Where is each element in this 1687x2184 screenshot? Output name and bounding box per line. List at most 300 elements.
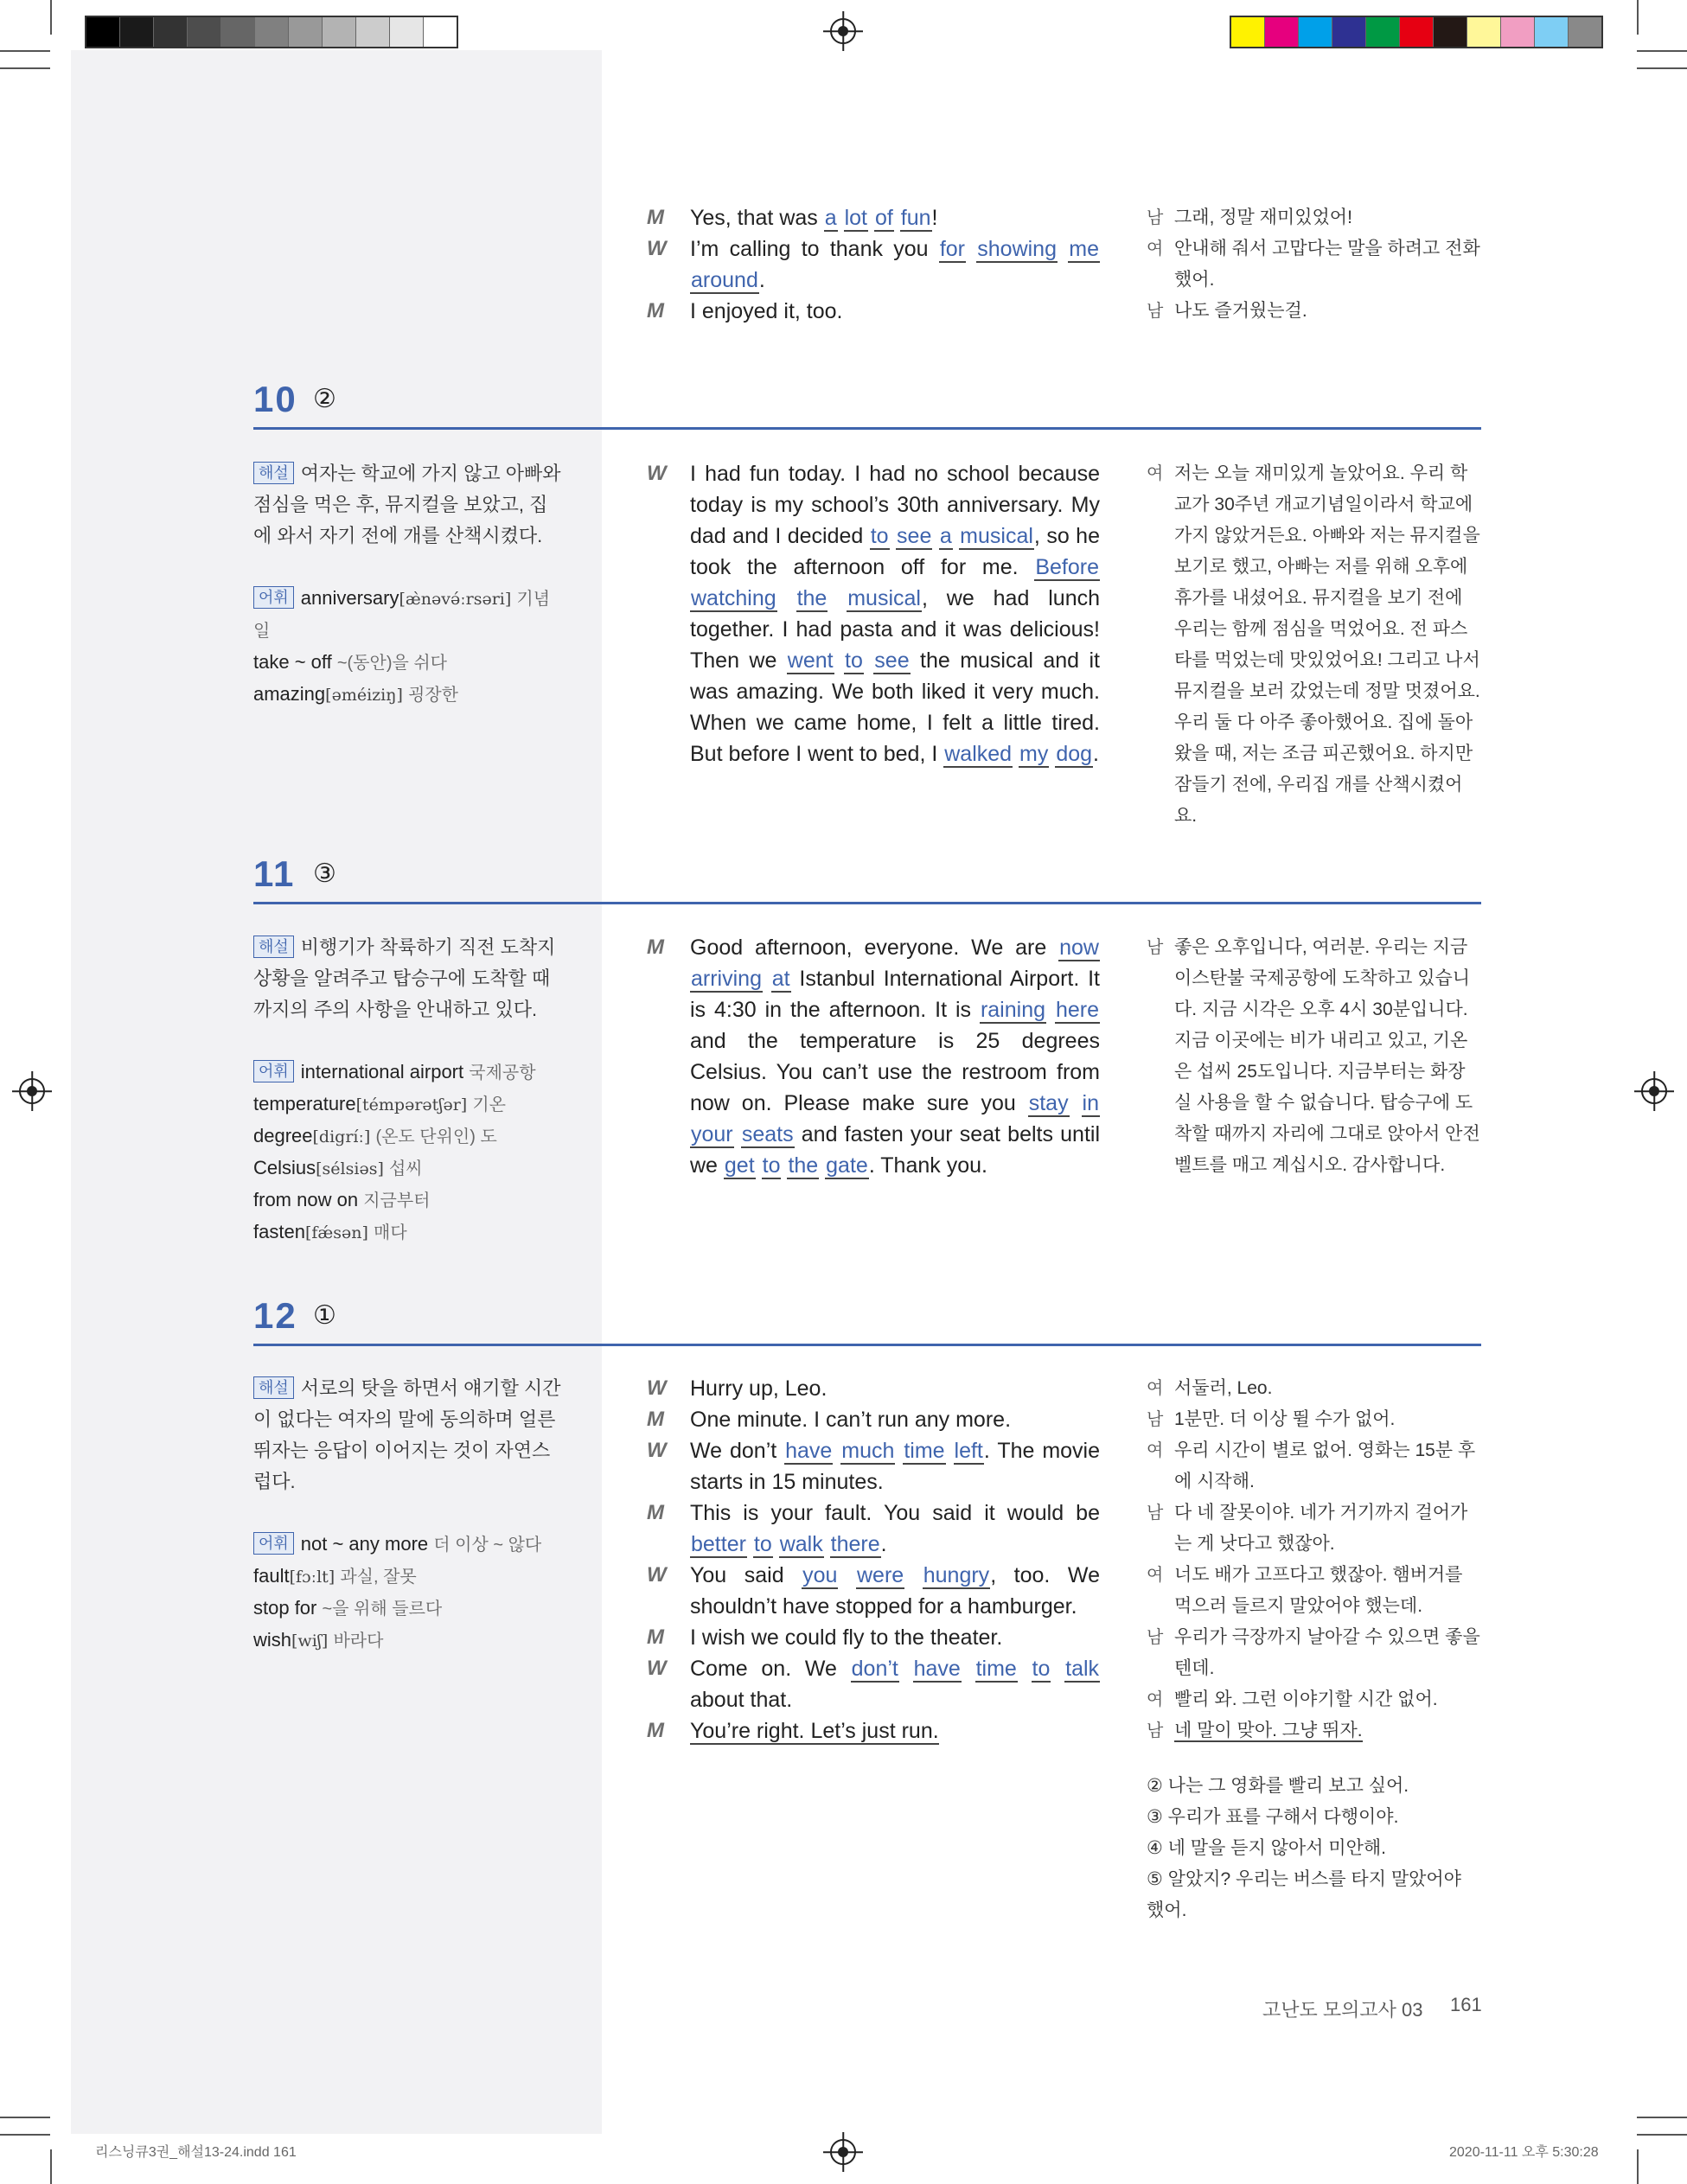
blank-answer: arriving — [691, 967, 762, 991]
translation-text: 저는 오늘 재미있게 놀았어요. 우리 학교가 30주년 개교기념일이라서 학교에 가지 않았거든요. 아빠와 저는 뮤지컬을 보기로 했고, 아빠는 저를 위해 오후에 휴가를 내셨어요. 뮤지컬을 보기 전에 우리는 함께 점심을 먹었어요. 전 파스타를 먹었는데 맛있었어요! 그리고 나서 뮤지컬을 보러 갔었는데 정말 멋졌어요. 우리 둘 다 아주 좋아했어요. 집에 돌아왔을 때, 저는 조금 피곤했어요. 하지만 잠들기 전에, 우리집 개를 산책시켰어요. — [1174, 463, 1480, 826]
blank-answer: raining — [980, 998, 1046, 1022]
vocab-entry — [253, 1625, 565, 1657]
question-number-12: 12 — [253, 1295, 297, 1336]
blank-answer: the — [796, 586, 828, 610]
vocab-word: international airport — [300, 1061, 464, 1082]
dialogue-fragment — [833, 1439, 840, 1463]
dialogue-fragment: This is your fault. You said it would be — [690, 1501, 1100, 1525]
translation-line — [1147, 1560, 1482, 1622]
blank-answer: have — [785, 1439, 833, 1463]
blank-answer: of — [874, 206, 893, 230]
dialogue-fragment — [838, 206, 844, 230]
speaker-label-korean: 남 — [1147, 302, 1164, 321]
blank-answer: watching — [691, 586, 776, 610]
vocab-entry — [253, 679, 565, 711]
vocab-entry — [253, 1089, 565, 1121]
vocab-entry — [253, 1057, 565, 1089]
speaker-label: M — [647, 1501, 664, 1524]
explanation-text: 서로의 탓을 하면서 얘기할 시간이 없다는 여자의 말에 동의하며 얼른 뛰자는 응답이 이어지는 것이 자연스럽다. — [253, 1377, 561, 1492]
vocab-entry — [253, 1593, 565, 1625]
dialogue-fragment: . Thank you. — [868, 1153, 987, 1178]
blank-answer: to — [753, 1532, 772, 1556]
dialogue-fragment — [946, 1439, 954, 1463]
blank-answer: better — [691, 1532, 746, 1556]
dialogue-fragment: . — [1093, 742, 1099, 766]
blank-answer: talk — [1065, 1657, 1100, 1681]
page-number: 161 — [1450, 1994, 1482, 2015]
color-swatch — [289, 17, 323, 47]
dialogue-line — [647, 1404, 1100, 1435]
color-swatch — [120, 17, 154, 47]
translation-text: 빨리 와. 그런 이야기할 시간 없어. — [1174, 1689, 1438, 1709]
speaker-label-korean: 남 — [1147, 938, 1164, 957]
translation-line — [1147, 296, 1482, 327]
blank-answer: a — [824, 206, 837, 230]
dialogue-fragment — [756, 1153, 762, 1178]
dialogue-fragment: I’m calling to thank you — [690, 237, 939, 261]
top-korean-translation — [1147, 202, 1482, 327]
blank-answer: were — [857, 1563, 904, 1587]
vocab-meaning: 기념일 — [253, 590, 551, 641]
speaker-label: M — [647, 1719, 664, 1742]
question-number-11: 11 — [253, 853, 296, 894]
speaker-label: M — [647, 299, 664, 322]
vocab-meaning: (온도 단위인) 도 — [375, 1127, 497, 1146]
blank-answer: get — [724, 1153, 755, 1178]
vocab-entry — [253, 1561, 565, 1593]
dialogue-fragment: ! — [931, 206, 938, 230]
dialogue-text — [690, 1373, 1100, 1404]
color-swatch — [221, 17, 255, 47]
dialogue-fragment: You said — [690, 1563, 802, 1587]
blank-answer: the — [788, 1153, 819, 1178]
blank-answer: musical — [960, 524, 1033, 548]
dialogue-line — [647, 458, 1100, 770]
color-swatch — [1501, 17, 1535, 47]
underlined-answer: You’re right. Let’s just run. — [690, 1719, 939, 1743]
dialogue-fragment — [966, 237, 976, 261]
dialogue-line — [647, 296, 1100, 327]
dialogue-text — [690, 458, 1100, 770]
color-swatch — [390, 17, 424, 47]
speaker-label-korean: 여 — [1147, 1441, 1164, 1460]
dialogue-fragment: Come on. We — [690, 1657, 851, 1681]
answer-option: ⑤ 알았지? 우리는 버스를 타지 말았어야 했어. — [1147, 1869, 1461, 1920]
translation-line — [1147, 1622, 1482, 1684]
explanation-10 — [253, 458, 565, 711]
blank-answer: stay — [1028, 1091, 1069, 1115]
blank-answer: to — [845, 648, 863, 673]
vocab-meaning: 바라다 — [333, 1632, 384, 1651]
blank-answer: musical — [847, 586, 921, 610]
vocab-meaning: 과실, 잘못 — [340, 1568, 417, 1587]
dialogue-text — [690, 1404, 1100, 1435]
crop-mark — [1637, 67, 1687, 69]
translation-text: 너도 배가 고프다고 했잖아. 햄버거를 먹으러 들르지 말았어야 했는데. — [1174, 1565, 1463, 1616]
registration-mark-left — [19, 1078, 45, 1104]
vocab-word: Celsius — [253, 1157, 316, 1178]
speaker-label-korean: 여 — [1147, 464, 1164, 483]
explanation-paragraph — [253, 932, 565, 1025]
vocab-meaning: 더 이상 ~ 않다 — [433, 1536, 542, 1555]
blank-answer: gate — [826, 1153, 868, 1178]
blank-answer: lot — [844, 206, 867, 230]
explanation-text: 여자는 학교에 가지 않고 아빠와 점심을 먹은 후, 뮤지컬을 보았고, 집에 와서 자기 전에 개를 산책시켰다. — [253, 463, 561, 546]
vocab-word: from now on — [253, 1189, 359, 1210]
vocab-word: temperature — [253, 1093, 356, 1114]
section-rule-11 — [253, 902, 1481, 904]
blank-answer: dog — [1056, 742, 1093, 766]
vocab-meaning: 국제공항 — [469, 1063, 536, 1082]
speaker-label-korean: 여 — [1147, 1566, 1164, 1585]
speaker-label: W — [647, 1563, 667, 1587]
speaker-label: M — [647, 1625, 664, 1649]
answer-12: ① — [313, 1301, 336, 1330]
dialogue-fragment: , too. We shouldn’t have stopped for a hamburger. — [690, 1563, 1100, 1619]
blank-answer: a — [939, 524, 952, 548]
vocab-word: amazing — [253, 683, 326, 705]
crop-mark — [50, 0, 52, 35]
answer-11: ③ — [313, 859, 336, 888]
section-rule-12 — [253, 1344, 1481, 1346]
vocab-meaning: 섭씨 — [388, 1159, 423, 1178]
blank-answer: have — [913, 1657, 961, 1681]
vocab-pronunciation: [əméiziŋ] — [325, 686, 403, 705]
section-rule-10 — [253, 427, 1481, 430]
vocab-tag: 어휘 — [253, 1532, 294, 1555]
color-swatch — [188, 17, 221, 47]
crop-mark — [0, 2117, 50, 2118]
vocab-word: degree — [253, 1125, 313, 1146]
vocab-tag: 어휘 — [253, 1060, 294, 1082]
dialogue-line — [647, 1373, 1100, 1404]
spacer — [253, 552, 565, 583]
dialogue-fragment — [1070, 1091, 1082, 1115]
translation-text: 1분만. 더 이상 뛸 수가 없어. — [1174, 1409, 1396, 1429]
spacer — [1147, 1747, 1482, 1771]
explanation-12 — [253, 1373, 565, 1657]
dialogue-text — [690, 296, 1100, 327]
spacer — [253, 1025, 565, 1057]
speaker-label: M — [647, 206, 664, 229]
print-slug-file: 리스닝큐3권_해설13-24.indd 161 — [95, 2145, 297, 2160]
blank-answer: time — [904, 1439, 945, 1463]
blank-answer: see — [897, 524, 932, 548]
explanation-tag: 해설 — [253, 936, 294, 958]
speaker-label: W — [647, 1439, 667, 1462]
crop-mark — [1637, 2149, 1639, 2184]
vocab-word: fasten — [253, 1221, 305, 1242]
dialogue-fragment — [1013, 742, 1019, 766]
color-swatch — [1434, 17, 1467, 47]
speaker-label: W — [647, 237, 667, 260]
blank-answer: went — [787, 648, 834, 673]
blank-answer: to — [870, 524, 889, 548]
translation-text: 그래, 정말 재미있었어! — [1174, 208, 1352, 227]
speaker-label-korean: 여 — [1147, 239, 1164, 259]
question-number-10: 10 — [253, 379, 297, 419]
dialogue-text — [690, 1715, 1100, 1747]
dialogue-text — [690, 1622, 1100, 1653]
dialogue-fragment — [763, 967, 771, 991]
crop-mark — [1637, 2134, 1687, 2136]
dialogue-line — [647, 1715, 1100, 1747]
translation-line — [1147, 932, 1482, 1181]
color-swatch — [1299, 17, 1332, 47]
speaker-label: W — [647, 462, 667, 485]
blank-answer: showing — [977, 237, 1057, 261]
crop-mark — [0, 2134, 50, 2136]
blank-answer: around — [691, 268, 758, 292]
speaker-label-korean: 여 — [1147, 1379, 1164, 1398]
top-dialogue — [647, 202, 1100, 327]
color-swatch — [323, 17, 356, 47]
vocab-pronunciation: [digríː] — [312, 1127, 371, 1146]
korean-translation-12 — [1147, 1373, 1482, 1926]
dialogue-line — [647, 233, 1100, 296]
dialogue-fragment — [868, 206, 874, 230]
vocab-entry — [253, 1185, 565, 1217]
color-swatch — [1366, 17, 1400, 47]
dialogue-text — [690, 1435, 1100, 1498]
dialogue-fragment — [932, 524, 938, 548]
vocab-word: not ~ any more — [300, 1533, 429, 1555]
dialogue-fragment: Istanbul International Airport. It is 4:30 in the afternoon. It is — [690, 967, 1100, 1022]
dialogue-fragment — [904, 1563, 923, 1587]
color-swatch — [1400, 17, 1434, 47]
vocab-entry — [253, 1529, 565, 1561]
translation-text: 네 말이 맞아. 그냥 뛰자. — [1174, 1721, 1363, 1740]
blank-answer: see — [874, 648, 910, 673]
translation-text: 우리가 극장까지 날아갈 수 있으면 좋을 텐데. — [1174, 1627, 1480, 1678]
dialogue-text — [690, 202, 1100, 233]
dialogue-fragment: and fasten your seat belts until we — [690, 1122, 1101, 1178]
dialogue-fragment: about that. — [690, 1688, 793, 1712]
dialogue-fragment — [890, 524, 896, 548]
translation-text: 나도 즐거웠는걸. — [1174, 301, 1307, 321]
color-swatch — [356, 17, 390, 47]
vocab-word: stop for — [253, 1597, 317, 1619]
vocab-word: take ~ off — [253, 651, 332, 673]
dialogue-fragment — [894, 206, 900, 230]
translation-text: 우리 시간이 별로 없어. 영화는 15분 후에 시작해. — [1174, 1440, 1476, 1491]
dialogue-line — [647, 1653, 1100, 1715]
speaker-label: M — [647, 1408, 664, 1431]
dialogue-fragment — [1051, 1657, 1064, 1681]
registration-mark-bottom — [830, 2139, 856, 2165]
translation-text: 좋은 오후입니다, 여러분. 우리는 지금 이스탄불 국제공항에 도착하고 있습니다. 지금 시각은 오후 4시 30분입니다. 지금 이곳에는 비가 내리고 있고, 기온은 섭씨 25도입니다. 지금부터는 화장실 사용을 할 수 없습니다. 탑승구에 도착할 때까지 자리에 그대로 앉아서 안전벨트를 매고 계십시오. 감사합니다. — [1174, 937, 1480, 1175]
dialogue-fragment: One minute. I can’t run any more. — [690, 1408, 1012, 1432]
vocab-entry — [253, 1121, 565, 1153]
color-swatch — [1231, 17, 1265, 47]
translation-line — [1147, 202, 1482, 233]
blank-answer: left — [954, 1439, 983, 1463]
explanation-paragraph — [253, 458, 565, 552]
vocab-meaning: 굉장한 — [408, 686, 458, 705]
dialogue-fragment — [864, 648, 873, 673]
translation-line — [1147, 458, 1482, 832]
vocab-pronunciation: [fɔːlt] — [289, 1568, 335, 1587]
vocab-pronunciation: [wiʃ] — [291, 1632, 329, 1651]
blank-answer: in — [1082, 1091, 1099, 1115]
dialogue-fragment: I had fun today. I had no school because today is my school’s 30th anniversary. My dad and I decided — [690, 462, 1100, 548]
spacer — [253, 1498, 565, 1529]
dialogue-fragment — [962, 1657, 975, 1681]
dialogue-fragment: Hurry up, Leo. — [690, 1376, 828, 1401]
blank-answer: my — [1019, 742, 1049, 766]
answer-option: ③ 우리가 표를 구해서 다행이야. — [1147, 1807, 1399, 1827]
blank-answer: walked — [944, 742, 1013, 766]
dialogue-fragment: I wish we could fly to the theater. — [690, 1625, 1003, 1650]
dialogue-line — [647, 1622, 1100, 1653]
dialogue-fragment: , so he took the afternoon off for me. — [690, 524, 1100, 579]
vocab-meaning: ~을 위해 들르다 — [322, 1600, 443, 1619]
dialogue-10 — [647, 458, 1100, 770]
dialogue-fragment — [777, 586, 796, 610]
answer-option: ④ 네 말을 듣지 않아서 미안해. — [1147, 1838, 1386, 1858]
vocab-word: fault — [253, 1565, 290, 1587]
registration-mark-top — [830, 18, 856, 44]
color-swatch — [1265, 17, 1299, 47]
blank-answer: much — [841, 1439, 895, 1463]
dialogue-text — [690, 1653, 1100, 1715]
blank-answer: now — [1059, 936, 1099, 960]
dialogue-fragment — [899, 1657, 913, 1681]
vocab-pronunciation: [sélsiəs] — [316, 1159, 384, 1178]
vocab-meaning: ~(동안)을 쉬다 — [336, 654, 448, 673]
speaker-label-korean: 남 — [1147, 208, 1164, 227]
crop-mark — [1637, 50, 1687, 52]
blank-answer: time — [975, 1657, 1017, 1681]
translation-line — [1147, 1373, 1482, 1404]
vocab-entry — [253, 583, 565, 647]
vocab-word: anniversary — [300, 587, 399, 609]
dialogue-fragment: and the temperature is 25 degrees Celsius. You can’t use the restroom from now on. Please make sure you — [690, 1029, 1100, 1115]
blank-answer: there — [830, 1532, 880, 1556]
translation-text: 안내해 줘서 고맙다는 말을 하려고 전화했어. — [1174, 239, 1480, 290]
grayscale-color-bar — [85, 16, 458, 48]
speaker-label: W — [647, 1376, 667, 1400]
dialogue-fragment — [1018, 1657, 1032, 1681]
translation-line — [1147, 1715, 1482, 1747]
crop-mark — [1637, 0, 1639, 35]
blank-answer: Before — [1035, 555, 1099, 579]
korean-translation-11 — [1147, 932, 1482, 1181]
color-swatch — [1535, 17, 1569, 47]
speaker-label-korean: 남 — [1147, 1410, 1164, 1429]
dialogue-fragment: . The movie starts in 15 minutes. — [690, 1439, 1101, 1494]
speaker-label: M — [647, 936, 664, 959]
blank-answer: fun — [900, 206, 931, 230]
answer-option: ② 나는 그 영화를 빨리 보고 싶어. — [1147, 1776, 1409, 1796]
dialogue-line — [647, 932, 1100, 1181]
blank-answer: your — [691, 1122, 733, 1146]
speaker-label: W — [647, 1657, 667, 1680]
blank-answer: to — [1032, 1657, 1051, 1681]
color-swatch — [1467, 17, 1501, 47]
vocab-meaning: 지금부터 — [363, 1191, 431, 1210]
dialogue-fragment: . — [880, 1532, 887, 1556]
translation-line — [1147, 1404, 1482, 1435]
explanation-paragraph — [253, 1373, 565, 1498]
vocab-pronunciation: [fǽsən] — [304, 1223, 368, 1242]
translation-line — [1147, 1435, 1482, 1498]
speaker-label-korean: 남 — [1147, 1504, 1164, 1523]
dialogue-text — [690, 1498, 1100, 1560]
color-swatch — [154, 17, 188, 47]
blank-answer: walk — [779, 1532, 823, 1556]
speaker-label-korean: 여 — [1147, 1690, 1164, 1709]
vocab-meaning: 매다 — [374, 1223, 407, 1242]
vocab-entry — [253, 1217, 565, 1248]
translation-line — [1147, 1498, 1482, 1560]
color-swatch — [255, 17, 289, 47]
dialogue-11 — [647, 932, 1100, 1181]
blank-answer: you — [802, 1563, 838, 1587]
dialogue-line — [647, 1498, 1100, 1560]
translation-line — [1147, 1684, 1482, 1715]
dialogue-fragment: , we had lunch together. I had pasta and it was delicious! Then we — [690, 586, 1100, 673]
dialogue-fragment — [734, 1122, 741, 1146]
vocab-word: wish — [253, 1629, 292, 1651]
vocab-tag: 어휘 — [253, 586, 294, 609]
blank-answer: me — [1069, 237, 1099, 261]
blank-answer: here — [1055, 998, 1099, 1022]
dialogue-12 — [647, 1373, 1100, 1747]
registration-mark-right — [1641, 1078, 1667, 1104]
crop-mark — [50, 2149, 52, 2184]
dialogue-fragment: I enjoyed it, too. — [690, 299, 843, 323]
translation-text: 서둘러, Leo. — [1174, 1378, 1273, 1398]
print-slug-date: 2020-11-11 오후 5:30:28 — [1449, 2145, 1599, 2160]
explanation-tag: 해설 — [253, 1376, 294, 1399]
dialogue-text — [690, 233, 1100, 296]
vocab-pronunciation: [ӕ̀nəvə́ːrsəri] — [399, 590, 512, 609]
color-swatch — [424, 17, 457, 47]
speaker-label-korean: 남 — [1147, 1628, 1164, 1647]
dialogue-text — [690, 1560, 1100, 1622]
vocab-meaning: 기온 — [472, 1095, 506, 1114]
vocab-entry — [253, 647, 565, 679]
blank-answer: don’t — [851, 1657, 898, 1681]
dialogue-fragment: We don’t — [690, 1439, 785, 1463]
color-swatch — [86, 17, 120, 47]
dialogue-fragment — [828, 586, 847, 610]
dialogue-fragment — [1058, 237, 1068, 261]
blank-answer: at — [771, 967, 790, 991]
dialogue-fragment: Good afternoon, everyone. We are — [690, 936, 1059, 960]
dialogue-fragment — [773, 1532, 779, 1556]
dialogue-fragment — [747, 1532, 753, 1556]
translation-line — [1147, 233, 1482, 296]
vocab-entry — [253, 1153, 565, 1185]
crop-mark — [1637, 2117, 1687, 2118]
dialogue-fragment: the musical and it was amazing. We both liked it very much. When we came home, I felt a little tired. But before I went to bed, I — [690, 648, 1100, 766]
dialogue-fragment: Yes, that was — [690, 206, 824, 230]
crop-mark — [0, 67, 50, 69]
blank-answer: hungry — [923, 1563, 990, 1587]
dialogue-fragment: . — [758, 268, 765, 292]
footer-section-title: 고난도 모의고사 03 — [1262, 1999, 1423, 2021]
answer-10: ② — [313, 385, 336, 413]
dialogue-fragment — [824, 1532, 830, 1556]
speaker-label-korean: 남 — [1147, 1721, 1164, 1740]
process-color-bar — [1230, 16, 1603, 48]
dialogue-text — [690, 932, 1100, 1181]
explanation-11 — [253, 932, 565, 1248]
dialogue-line — [647, 1435, 1100, 1498]
dialogue-line — [647, 202, 1100, 233]
